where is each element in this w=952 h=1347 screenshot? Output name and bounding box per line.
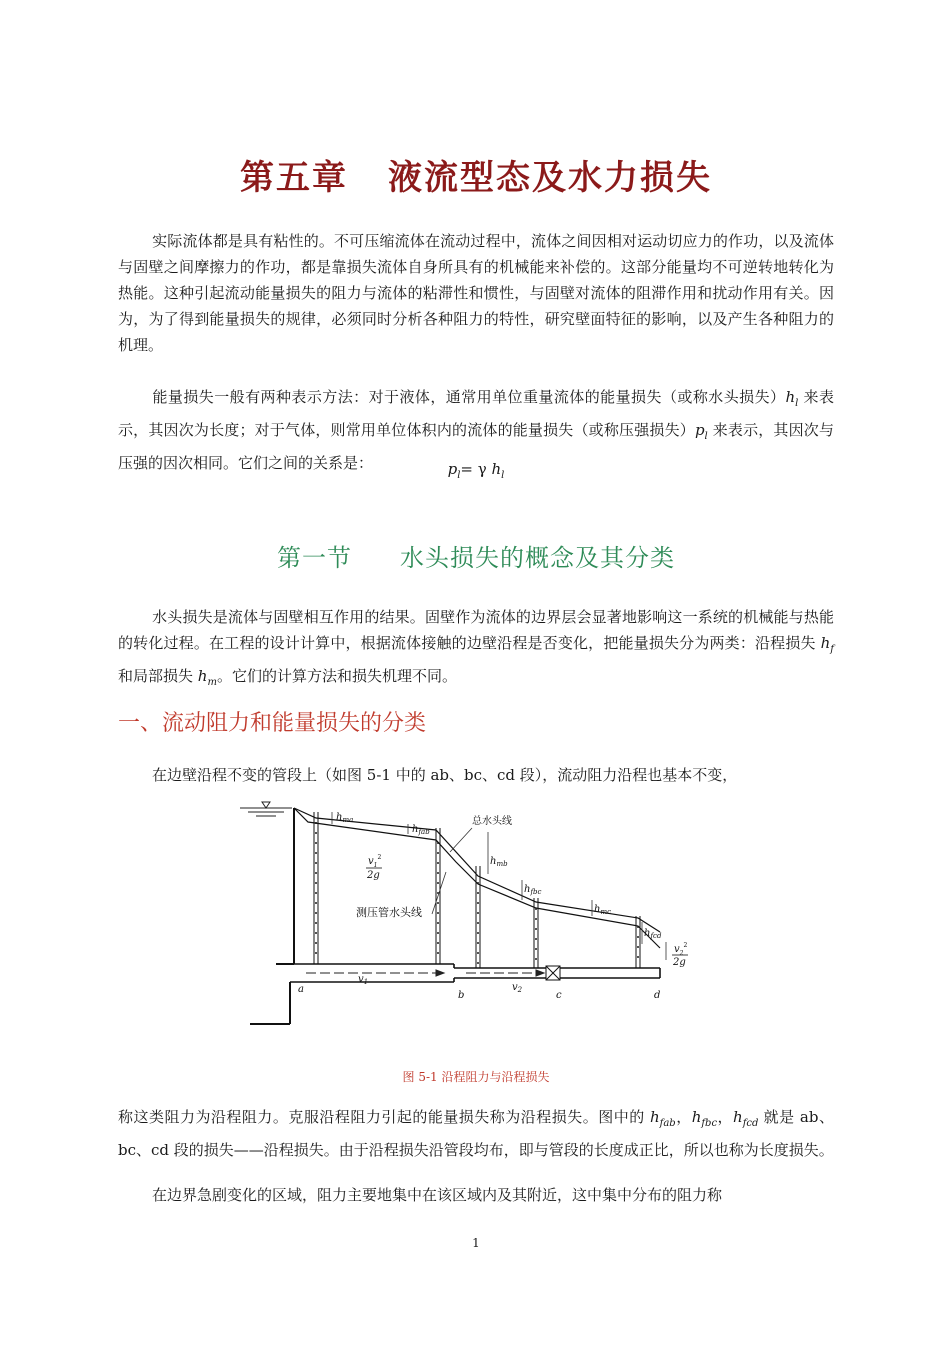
last-para-text: 在边界急剧变化的区域，阻力主要地集中在该区域内及其附近，这中集中分布的阻力称	[152, 1186, 723, 1204]
label-h-ma: $h_{ma}$	[336, 812, 354, 824]
label-point-b: b	[458, 990, 465, 1001]
symbol-h-fcd: h	[733, 1108, 743, 1126]
velocity-head-v1	[366, 854, 382, 881]
svg-text:2g: 2g	[673, 957, 686, 968]
symbol-h-fcd-sub: fcd	[742, 1118, 759, 1129]
section-name: 水头损失的概念及其分类	[400, 544, 675, 572]
formula-mid: = γ	[460, 460, 492, 478]
label-h-fab: $h_{fab}$	[412, 824, 430, 836]
symbol-h-fbc: h	[691, 1108, 702, 1126]
formula-pl-gamma-hl	[0, 460, 952, 481]
label-h-fcd: $h_{fcd}$	[644, 928, 662, 940]
symbol-hm-sub: m	[207, 677, 217, 688]
sec-para-text-a: 水头损失是流体与固壁相互作用的结果。固壁作为流体的边界层会显著地影响这一系统的机械能与热能的转化过程。在工程的设计计算中，根据流体接触的边壁沿程是否变化，把能量损失分为两类：沿程损失	[118, 608, 834, 652]
figure-5-1-diagram	[236, 792, 696, 1034]
chapter-number: 第五章	[240, 158, 348, 198]
section-title	[0, 538, 952, 573]
sec-para-text-b: 和局部损失	[118, 667, 198, 685]
flow-arrows	[306, 970, 544, 976]
reservoir-walls	[250, 808, 294, 1024]
label-pressure-head-line: 测压管水头线	[356, 906, 422, 919]
paragraph-after-figure	[118, 1104, 834, 1163]
para-before-fig-text: 在边壁沿程不变的管段上（如图 5-1 中的 ab、bc、cd 段），流动阻力沿程也基本不变，	[152, 766, 738, 784]
formula-lhs: p	[447, 460, 458, 478]
label-v1: $v_1$	[358, 974, 369, 986]
formula-rhs: h	[491, 460, 502, 478]
svg-text:v22: $v_2^2$	[674, 942, 688, 957]
last-paragraph	[118, 1182, 834, 1208]
label-point-d: d	[654, 990, 661, 1001]
label-point-c: c	[556, 990, 562, 1001]
label-leader-lines	[432, 828, 472, 914]
page-number: 1	[472, 1236, 480, 1250]
chapter-title	[0, 150, 952, 199]
intro-p2-text-a: 能量损失一般有两种表示方法：对于液体，通常用单位重量流体的能量损失（或称水头损失）	[152, 388, 786, 406]
velocity-head-v2	[672, 942, 688, 968]
label-h-mb: $h_{mb}$	[490, 856, 508, 868]
symbol-hf: h	[820, 634, 831, 652]
paragraph-before-figure	[118, 762, 834, 788]
symbol-h-fab: h	[649, 1108, 660, 1126]
water-columns	[316, 822, 638, 966]
section-number: 第一节	[277, 544, 352, 572]
formula-rhs-sub: l	[501, 470, 505, 481]
after-fig-text-a: 称这类阻力为沿程阻力。克服沿程阻力引起的能量损失称为沿程损失。图中的	[118, 1108, 650, 1126]
formula-lhs-sub: l	[457, 470, 461, 481]
chapter-name: 液流型态及水力损失	[388, 158, 712, 198]
piezometer-tubes	[314, 812, 640, 968]
label-point-a: a	[298, 984, 304, 995]
symbol-h-fbc-sub: fbc	[701, 1118, 718, 1129]
after-fig-text-b: 就是 ab、bc、cd 段的损失——沿程损失。由于沿程损失沿管段均布，即与管段的长度成正比，所以也称为长度损失。	[118, 1108, 834, 1159]
label-h-mc: $h_{mc}$	[594, 904, 612, 916]
intro-p2-text-c: 来表示，其因次与压强的因次相同。它们之间的关系是：	[118, 421, 834, 472]
sec-para-text-c: 。它们的计算方法和损失机理不同。	[216, 667, 457, 685]
after-fig-sep-2: ，	[717, 1108, 734, 1126]
label-total-head-line: 总水头线	[472, 816, 512, 827]
symbol-hl: h	[785, 388, 796, 406]
symbol-h-fab-sub: fab	[659, 1118, 676, 1129]
svg-text:v12: $v_1^2$	[368, 854, 382, 869]
symbol-hl-sub: l	[795, 398, 799, 409]
symbol-pl: p	[694, 421, 705, 439]
svg-text:2g: 2g	[367, 870, 380, 881]
valve-symbol	[546, 966, 560, 980]
intro-p2-text-b: 来表示，其因次为长度；对于气体，则常用单位体积内的流体的能量损失（或称压强损失）	[118, 388, 834, 439]
piezometric-head-line	[294, 808, 660, 948]
symbol-hm: h	[197, 667, 208, 685]
intro-p1-text: 实际流体都是具有粘性的。不可压缩流体在流动过程中，流体之间因相对运动切应力的作功，以及流体与固壁之间摩擦力的作功，都是靠损失流体自身所具有的机械能来补偿的。这部分能量均不可逆转地转化为热能。这种引起流动能量损失的阻力与流体的粘滞性和惯性，与固壁对流体的阻滞作用和扰动作用有关。因为，为了得到能量损失的规律，必须同时分析各种阻力的特性，研究壁面特征的影响，以及产生各种阻力的机理。	[118, 232, 834, 354]
water-surface-symbol	[240, 802, 292, 816]
after-fig-sep-1: ，	[675, 1108, 692, 1126]
label-h-fbc: $h_{fbc}$	[524, 884, 542, 896]
figure-caption: 图 5-1 沿程阻力与沿程损失	[402, 1070, 550, 1084]
symbol-hf-sub: f	[830, 644, 834, 655]
subsection-title: 一、流动阻力和能量损失的分类	[118, 711, 427, 736]
label-v2: $v_2$	[512, 982, 523, 994]
intro-paragraph-1	[118, 228, 834, 358]
section-paragraph	[118, 604, 834, 696]
symbol-pl-sub: l	[704, 431, 708, 442]
